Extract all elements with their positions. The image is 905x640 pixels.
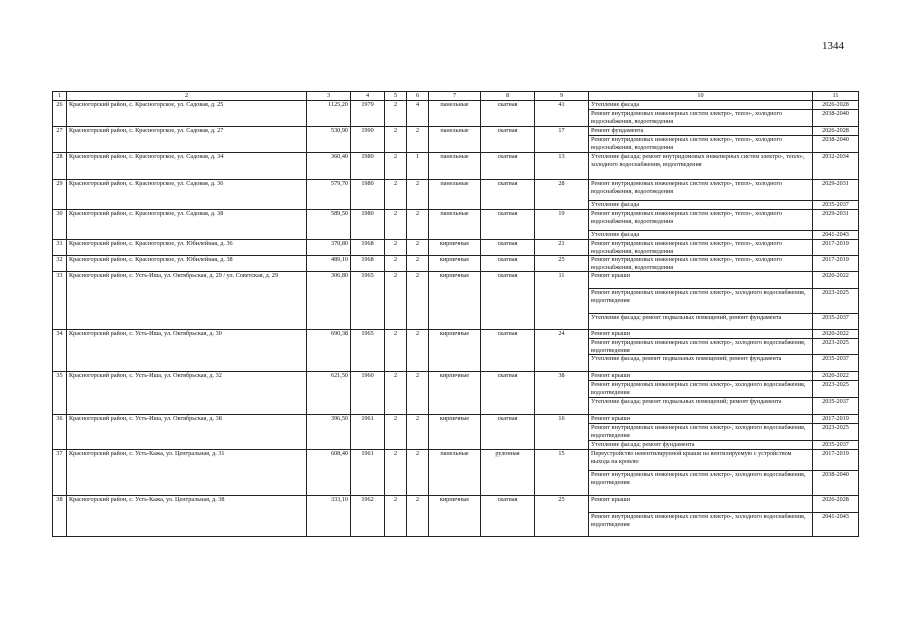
cell-residents: 17 <box>535 127 589 153</box>
cell-work-period: 2017-2019 <box>813 240 859 256</box>
column-header: 9 <box>535 92 589 101</box>
table-row <box>53 372 859 381</box>
cell-walls: панельные <box>429 127 481 153</box>
cell-floors: 2 <box>385 127 407 153</box>
cell-area: 579,70 <box>307 180 351 210</box>
cell-work-period: 2038-2040 <box>813 471 859 496</box>
cell-residents: 25 <box>535 496 589 537</box>
cell-work-type: Ремонт внутридомовых инженерных систем электро-, холодного водоснабжения, водоотведения <box>589 424 813 441</box>
cell-work-type: Утепление фасада <box>589 231 813 240</box>
column-header: 8 <box>481 92 535 101</box>
column-header: 4 <box>351 92 385 101</box>
cell-work-period: 2026-2028 <box>813 127 859 136</box>
cell-work-type: Ремонт крыши <box>589 272 813 289</box>
cell-year: 1990 <box>351 127 385 153</box>
cell-walls: кирпичные <box>429 240 481 256</box>
cell-residents: 15 <box>535 450 589 496</box>
table-row <box>53 272 859 289</box>
cell-roof: скатная <box>481 180 535 210</box>
cell-walls: кирпичные <box>429 372 481 415</box>
cell-walls: кирпичные <box>429 256 481 272</box>
cell-year: 1980 <box>351 210 385 240</box>
cell-work-type: Переустройство невентилируемой крыши на вентилируемую с устройством выхода на кровлю <box>589 450 813 471</box>
cell-area: 489,10 <box>307 256 351 272</box>
cell-area: 306,80 <box>307 272 351 330</box>
table-row <box>53 210 859 231</box>
cell-work-period: 2017-2019 <box>813 450 859 471</box>
cell-work-type: Утепление фасада <box>589 101 813 110</box>
cell-n: 37 <box>53 450 67 496</box>
cell-area: 333,10 <box>307 496 351 537</box>
cell-work-type: Ремонт внутридомовых инженерных систем электро-, холодного водоснабжения, водоотведения <box>589 339 813 355</box>
cell-residents: 28 <box>535 180 589 210</box>
cell-year: 1980 <box>351 153 385 180</box>
cell-floors: 2 <box>385 450 407 496</box>
cell-address: Красногорский район, с. Усть-Кажа, ул. Центральная, д. 38 <box>67 496 307 537</box>
cell-work-period: 2023-2025 <box>813 381 859 398</box>
cell-floors: 2 <box>385 180 407 210</box>
cell-work-period: 2029-2031 <box>813 210 859 231</box>
cell-area: 621,50 <box>307 372 351 415</box>
cell-walls: панельные <box>429 153 481 180</box>
cell-area: 1125,20 <box>307 101 351 127</box>
cell-floors: 2 <box>385 415 407 450</box>
cell-address: Красногорский район, с. Усть-Иша, ул. Октябрьская, д. 29 / ул. Советская, д. 29 <box>67 272 307 330</box>
cell-floors: 2 <box>385 496 407 537</box>
cell-roof: скатная <box>481 496 535 537</box>
cell-residents: 41 <box>535 101 589 127</box>
column-header: 5 <box>385 92 407 101</box>
cell-work-period: 2017-2019 <box>813 256 859 272</box>
cell-work-period: 2038-2040 <box>813 136 859 153</box>
cell-work-type: Ремонт крыши <box>589 496 813 513</box>
cell-n: 27 <box>53 127 67 153</box>
cell-address: Красногорский район, с. Красногорское, ул. Садовая, д. 34 <box>67 153 307 180</box>
table-row <box>53 127 859 136</box>
cell-area: 608,40 <box>307 450 351 496</box>
table-row <box>53 101 859 110</box>
cell-work-period: 2020-2022 <box>813 372 859 381</box>
cell-floors: 2 <box>385 272 407 330</box>
cell-entrances: 2 <box>407 450 429 496</box>
cell-residents: 25 <box>535 256 589 272</box>
cell-work-period: 2032-2034 <box>813 153 859 180</box>
cell-work-type: Ремонт фундамента <box>589 127 813 136</box>
cell-work-type: Ремонт внутридомовых инженерных систем электро-, тепло-, холодного водоснабжения, водоотведения <box>589 180 813 201</box>
table-row <box>53 256 859 272</box>
cell-work-type: Ремонт внутридомовых инженерных систем электро-, тепло-, холодного водоснабжения, водоотведения <box>589 240 813 256</box>
cell-year: 1965 <box>351 272 385 330</box>
cell-entrances: 1 <box>407 153 429 180</box>
cell-work-type: Ремонт внутридомовых инженерных систем электро-, тепло-, холодного водоснабжения, водоотведения <box>589 210 813 231</box>
cell-entrances: 2 <box>407 127 429 153</box>
cell-work-type: Утепление фасада; ремонт фундамента <box>589 441 813 450</box>
cell-area: 530,90 <box>307 127 351 153</box>
column-header: 2 <box>67 92 307 101</box>
cell-floors: 2 <box>385 256 407 272</box>
cell-work-period: 2023-2025 <box>813 424 859 441</box>
cell-work-period: 2041-2043 <box>813 513 859 537</box>
cell-work-period: 2020-2022 <box>813 330 859 339</box>
cell-n: 31 <box>53 240 67 256</box>
column-header: 7 <box>429 92 481 101</box>
cell-work-period: 2035-2037 <box>813 441 859 450</box>
cell-residents: 21 <box>535 240 589 256</box>
cell-residents: 16 <box>535 415 589 450</box>
cell-area: 690,38 <box>307 330 351 372</box>
cell-roof: скатная <box>481 272 535 330</box>
cell-year: 1979 <box>351 101 385 127</box>
cell-entrances: 4 <box>407 101 429 127</box>
cell-roof: рулонная <box>481 450 535 496</box>
column-header: 10 <box>589 92 813 101</box>
cell-work-type: Ремонт крыши <box>589 372 813 381</box>
cell-roof: скатная <box>481 153 535 180</box>
cell-work-period: 2026-2028 <box>813 101 859 110</box>
table-row <box>53 240 859 256</box>
cell-work-type: Утепление фасада <box>589 201 813 210</box>
cell-walls: кирпичные <box>429 415 481 450</box>
cell-floors: 2 <box>385 372 407 415</box>
cell-roof: скатная <box>481 330 535 372</box>
cell-year: 1961 <box>351 450 385 496</box>
cell-work-period: 2026-2028 <box>813 496 859 513</box>
table-row <box>53 153 859 180</box>
cell-residents: 19 <box>535 210 589 240</box>
cell-area: 370,80 <box>307 240 351 256</box>
cell-entrances: 2 <box>407 496 429 537</box>
cell-entrances: 2 <box>407 240 429 256</box>
cell-residents: 38 <box>535 372 589 415</box>
cell-work-type: Утепление фасада; ремонт подвальных помещений, ремонт фундамента <box>589 314 813 330</box>
cell-work-type: Ремонт внутридомовых инженерных систем электро-, тепло-, холодного водоснабжения, водоотведения <box>589 256 813 272</box>
cell-roof: скатная <box>481 256 535 272</box>
cell-n: 30 <box>53 210 67 240</box>
cell-work-period: 2035-2037 <box>813 201 859 210</box>
cell-floors: 2 <box>385 240 407 256</box>
cell-address: Красногорский район, с. Красногорское, ул. Садовая, д. 36 <box>67 180 307 210</box>
cell-residents: 13 <box>535 153 589 180</box>
cell-n: 26 <box>53 101 67 127</box>
cell-walls: кирпичные <box>429 330 481 372</box>
cell-roof: скатная <box>481 127 535 153</box>
column-header: 3 <box>307 92 351 101</box>
cell-n: 29 <box>53 180 67 210</box>
cell-work-type: Утепление фасада, ремонт подвальных помещений; ремонт фундамента <box>589 355 813 372</box>
cell-work-type: Ремонт крыши <box>589 330 813 339</box>
cell-address: Красногорский район, с. Красногорское, ул. Садовая, д. 25 <box>67 101 307 127</box>
table-row <box>53 180 859 201</box>
cell-address: Красногорский район, с. Усть-Иша, ул. Октябрьская, д. 30 <box>67 330 307 372</box>
cell-floors: 2 <box>385 153 407 180</box>
cell-roof: скатная <box>481 240 535 256</box>
cell-roof: скатная <box>481 210 535 240</box>
cell-year: 1965 <box>351 330 385 372</box>
cell-entrances: 2 <box>407 330 429 372</box>
cell-work-period: 2029-2031 <box>813 180 859 201</box>
cell-work-type: Ремонт внутридомовых инженерных систем электро-, тепло-, холодного водоснабжения, водоотведения <box>589 136 813 153</box>
cell-entrances: 2 <box>407 372 429 415</box>
cell-work-type: Ремонт крыши <box>589 415 813 424</box>
cell-walls: кирпичные <box>429 272 481 330</box>
cell-walls: панельные <box>429 210 481 240</box>
cell-n: 36 <box>53 415 67 450</box>
cell-work-type: Ремонт внутридомовых инженерных систем электро-, холодного водоснабжения, водоотведения <box>589 471 813 496</box>
column-header: 6 <box>407 92 429 101</box>
cell-work-period: 2023-2025 <box>813 339 859 355</box>
cell-year: 1980 <box>351 180 385 210</box>
cell-address: Красногорский район, с. Усть-Иша, ул. Октябрьская, д. 32 <box>67 372 307 415</box>
cell-work-period: 2035-2037 <box>813 355 859 372</box>
cell-residents: 24 <box>535 330 589 372</box>
cell-floors: 2 <box>385 210 407 240</box>
cell-year: 1961 <box>351 415 385 450</box>
cell-residents: 11 <box>535 272 589 330</box>
cell-n: 32 <box>53 256 67 272</box>
cell-n: 28 <box>53 153 67 180</box>
cell-work-period: 2038-2040 <box>813 110 859 127</box>
cell-work-period: 2020-2022 <box>813 272 859 289</box>
cell-address: Красногорский район, с. Красногорское, ул. Юбилейная, д. 38 <box>67 256 307 272</box>
cell-area: 360,40 <box>307 153 351 180</box>
cell-address: Красногорский район, с. Усть-Иша, ул. Октябрьская, д. 38 <box>67 415 307 450</box>
cell-year: 1962 <box>351 496 385 537</box>
cell-work-type: Утепление фасада; ремонт внутридомовых инженерных систем электро-, тепло-, холодного водоснабжения, водоотведения <box>589 153 813 180</box>
cell-work-type: Ремонт внутридомовых инженерных систем электро-, тепло-, холодного водоснабжения, водоотведения <box>589 110 813 127</box>
cell-walls: панельные <box>429 101 481 127</box>
cell-n: 35 <box>53 372 67 415</box>
header-row <box>53 92 859 101</box>
cell-work-period: 2041-2043 <box>813 231 859 240</box>
cell-work-period: 2023-2025 <box>813 289 859 314</box>
cell-year: 1960 <box>351 372 385 415</box>
cell-address: Красногорский район, с. Усть-Кажа, ул. Центральная, д. 31 <box>67 450 307 496</box>
cell-work-period: 2035-2037 <box>813 314 859 330</box>
cell-entrances: 2 <box>407 256 429 272</box>
cell-entrances: 2 <box>407 210 429 240</box>
table-row <box>53 496 859 513</box>
cell-address: Красногорский район, с. Красногорское, ул. Юбилейная, д. 36 <box>67 240 307 256</box>
cell-work-type: Ремонт внутридомовых инженерных систем электро-, холодного водоснабжения, водоотведения <box>589 513 813 537</box>
cell-walls: панельные <box>429 180 481 210</box>
cell-work-type: Утепление фасада; ремонт подвальных помещений; ремонт фундамента <box>589 398 813 415</box>
cell-walls: кирпичные <box>429 496 481 537</box>
cell-work-period: 2017-2019 <box>813 415 859 424</box>
cell-roof: скатная <box>481 101 535 127</box>
cell-n: 34 <box>53 330 67 372</box>
cell-work-type: Ремонт внутридомовых инженерных систем электро-, холодного водоснабжения, водоотведения <box>589 381 813 398</box>
cell-floors: 2 <box>385 330 407 372</box>
cell-work-type: Ремонт внутридомовых инженерных систем электро-, холодного водоснабжения, водоотведения <box>589 289 813 314</box>
cell-year: 1968 <box>351 240 385 256</box>
table-row <box>53 330 859 339</box>
cell-work-period: 2035-2037 <box>813 398 859 415</box>
table-row <box>53 415 859 424</box>
cell-roof: скатная <box>481 415 535 450</box>
cell-year: 1968 <box>351 256 385 272</box>
cell-n: 33 <box>53 272 67 330</box>
cell-floors: 2 <box>385 101 407 127</box>
cell-walls: панельные <box>429 450 481 496</box>
cell-address: Красногорский район, с. Красногорское, ул. Садовая, д. 38 <box>67 210 307 240</box>
cell-n: 38 <box>53 496 67 537</box>
cell-roof: скатная <box>481 372 535 415</box>
cell-address: Красногорский район, с. Красногорское, ул. Садовая, д. 27 <box>67 127 307 153</box>
table-row <box>53 450 859 471</box>
page-number: 1344 <box>822 40 844 52</box>
column-header: 1 <box>53 92 67 101</box>
cell-entrances: 2 <box>407 180 429 210</box>
column-header: 11 <box>813 92 859 101</box>
cell-entrances: 2 <box>407 415 429 450</box>
cell-area: 589,50 <box>307 210 351 240</box>
cell-entrances: 2 <box>407 272 429 330</box>
cell-area: 396,50 <box>307 415 351 450</box>
housing-register-table <box>52 91 859 537</box>
